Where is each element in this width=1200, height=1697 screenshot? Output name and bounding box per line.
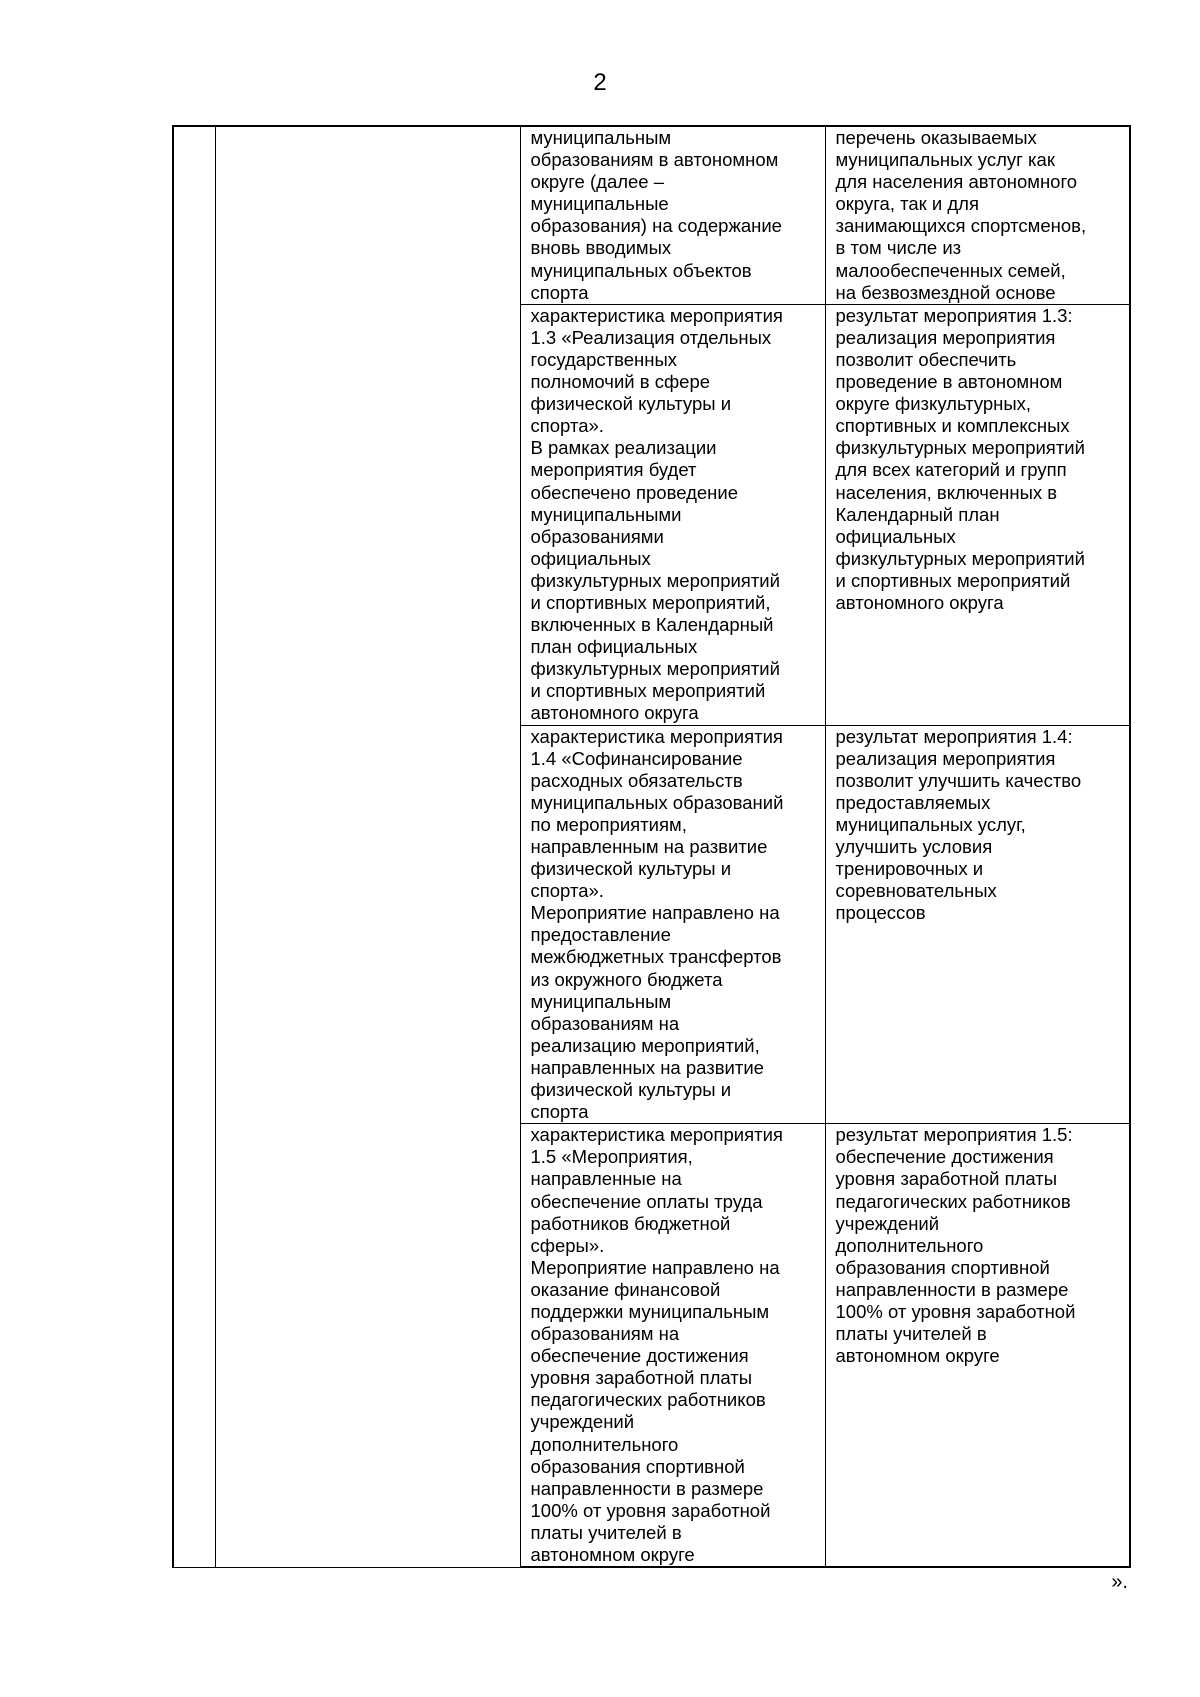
measures-table xyxy=(172,125,1131,1568)
characteristic-cell: характеристика мероприятия 1.4 «Софинансирование расходных обязательств муниципальных образований по мероприятиям, направленным на развитие физической культуры и спорта». Мероприятие направлено на предоставление межбюджетных трансфертов из окружного бюджета муниципальным образованиям на реализацию мероприятий, направленных на развитие физической культуры и спорта xyxy=(520,725,825,1124)
characteristic-cell: характеристика мероприятия 1.5 «Мероприятия, направленные на обеспечение оплаты труда работников бюджетной сферы». Мероприятие направлено на оказание финансовой поддержки муниципальным образованиям на обеспечение достижения уровня заработной платы педагогических работников учреждений дополнительного образования спортивной направленности в размере 100% от уровня заработной платы учителей в автономном округе xyxy=(520,1124,825,1567)
closing-quote-mark: ». xyxy=(1111,1571,1128,1593)
characteristic-cell: характеристика мероприятия 1.3 «Реализация отдельных государственных полномочий в сфере физической культуры и спорта». В рамках реализации мероприятия будет обеспечено проведение муниципальными образованиями официальных физкультурных мероприятий и спортивных мероприятий, включенных в Календарный план официальных физкультурных мероприятий и спортивных мероприятий автономного округа xyxy=(520,304,825,725)
result-cell: перечень оказываемых муниципальных услуг как для населения автономного округа, так и для занимающихся спортсменов, в том числе из малообеспеченных семей, на безвозмездной основе xyxy=(825,126,1130,304)
result-cell: результат мероприятия 1.4: реализация мероприятия позволит улучшить качество предоставляемых муниципальных услуг, улучшить условия тренировочных и соревновательных процессов xyxy=(825,725,1130,1124)
result-cell: результат мероприятия 1.3: реализация мероприятия позволит обеспечить проведение в автономном округе физкультурных, спортивных и комплексных физкультурных мероприятий для всех категорий и групп населения, включенных в Календарный план официальных физкультурных мероприятий и спортивных мероприятий автономного округа xyxy=(825,304,1130,725)
table-row xyxy=(173,126,1130,304)
result-cell: результат мероприятия 1.5: обеспечение достижения уровня заработной платы педагогических работников учреждений дополнительного образования спортивной направленности в размере 100% от уровня заработной платы учителей в автономном округе xyxy=(825,1124,1130,1567)
characteristic-cell: муниципальным образованиям в автономном округе (далее – муниципальные образования) на содержание вновь вводимых муниципальных объектов спорта xyxy=(520,126,825,304)
page-number: 2 xyxy=(593,69,607,96)
title-column-cell xyxy=(215,126,520,1567)
number-column-cell xyxy=(173,126,215,1567)
